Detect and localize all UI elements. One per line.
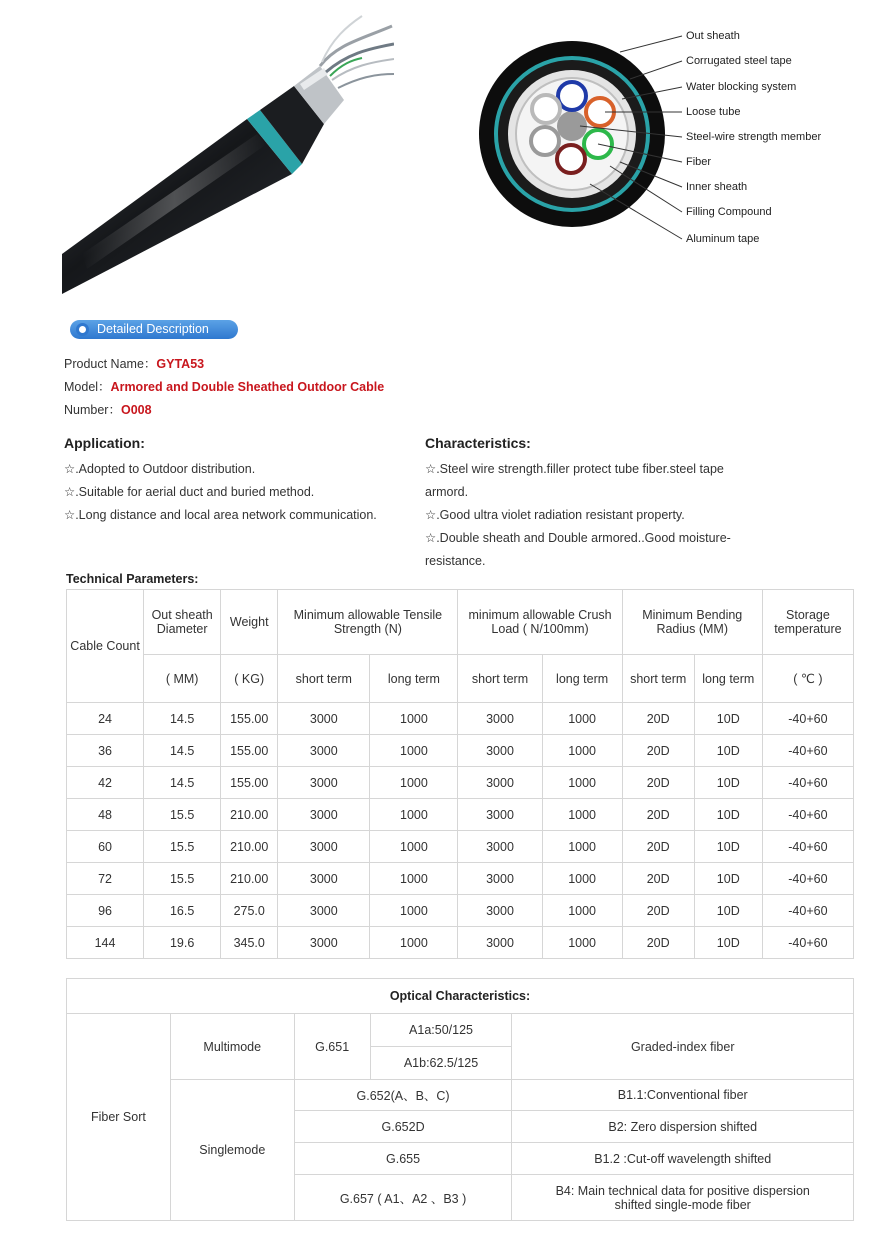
label-water-blocking-system: Water blocking system bbox=[686, 81, 797, 93]
singlemode-standard: G.652(A、B、C) bbox=[294, 1080, 512, 1111]
table-cell: 3000 bbox=[458, 799, 542, 831]
technical-parameters-title: Technical Parameters: bbox=[66, 572, 199, 586]
table-cell: 275.0 bbox=[221, 895, 278, 927]
table-cell: 19.6 bbox=[144, 927, 221, 959]
header-tensile-short: short term bbox=[278, 655, 370, 703]
table-cell: 3000 bbox=[458, 831, 542, 863]
graded-index-label: Graded-index fiber bbox=[512, 1014, 854, 1080]
table-cell: 20D bbox=[622, 927, 694, 959]
table-cell: 42 bbox=[67, 767, 144, 799]
table-cell: 3000 bbox=[458, 927, 542, 959]
table-cell: 1000 bbox=[542, 799, 622, 831]
table-cell: 1000 bbox=[370, 735, 458, 767]
table-cell: 155.00 bbox=[221, 767, 278, 799]
table-row bbox=[67, 927, 854, 959]
model-line bbox=[64, 377, 384, 395]
header-tensile-long: long term bbox=[370, 655, 458, 703]
characteristics-list bbox=[425, 458, 795, 573]
header-bending-radius: Minimum Bending Radius (MM) bbox=[622, 590, 762, 655]
header-crush-load: minimum allowable Crush Load ( N/100mm) bbox=[458, 590, 622, 655]
table-row bbox=[67, 831, 854, 863]
table-cell: 1000 bbox=[542, 703, 622, 735]
cable-cross-section-diagram bbox=[470, 14, 880, 264]
table-cell: 10D bbox=[694, 927, 762, 959]
table-cell: -40+60 bbox=[762, 735, 853, 767]
table-cell: 1000 bbox=[542, 927, 622, 959]
table-cell: 3000 bbox=[458, 895, 542, 927]
table-cell: 3000 bbox=[458, 863, 542, 895]
table-cell: 60 bbox=[67, 831, 144, 863]
table-cell: -40+60 bbox=[762, 895, 853, 927]
table-cell: -40+60 bbox=[762, 703, 853, 735]
table-cell: 10D bbox=[694, 799, 762, 831]
table-cell: 20D bbox=[622, 735, 694, 767]
table-cell: -40+60 bbox=[762, 863, 853, 895]
a1a-value: A1a:50/125 bbox=[370, 1014, 512, 1047]
number-value: O008 bbox=[120, 403, 152, 417]
label-loose-tube: Loose tube bbox=[686, 106, 741, 118]
table-cell: 10D bbox=[694, 735, 762, 767]
label-fiber: Fiber bbox=[686, 156, 712, 168]
label-steel-wire-strength-member: Steel-wire strength member bbox=[686, 131, 822, 143]
application-item: ☆.Adopted to Outdoor distribution. bbox=[64, 462, 256, 476]
table-cell: 24 bbox=[67, 703, 144, 735]
header-weight: Weight bbox=[221, 590, 278, 655]
table-row bbox=[67, 799, 854, 831]
table-cell: 16.5 bbox=[144, 895, 221, 927]
table-cell: -40+60 bbox=[762, 767, 853, 799]
table-cell: 10D bbox=[694, 703, 762, 735]
characteristics-line: ☆.Double sheath and Double armored..Good moisture- bbox=[425, 531, 731, 545]
label-out-sheath: Out sheath bbox=[686, 30, 740, 42]
model-value: Armored and Double Sheathed Outdoor Cable bbox=[110, 380, 385, 394]
header-tensile-strength: Minimum allowable Tensile Strength (N) bbox=[278, 590, 458, 655]
table-cell: 210.00 bbox=[221, 799, 278, 831]
table-cell: 20D bbox=[622, 831, 694, 863]
header-unit-kg: ( KG) bbox=[221, 655, 278, 703]
table-cell: 20D bbox=[622, 863, 694, 895]
header-bending-long: long term bbox=[694, 655, 762, 703]
number-line bbox=[64, 400, 152, 418]
singlemode-standard: G.652D bbox=[294, 1111, 512, 1143]
table-cell: 1000 bbox=[542, 767, 622, 799]
table-cell: 3000 bbox=[278, 767, 370, 799]
label-corrugated-steel-tape: Corrugated steel tape bbox=[686, 55, 792, 67]
table-cell: 210.00 bbox=[221, 831, 278, 863]
header-unit-celsius: ( ℃ ) bbox=[762, 655, 853, 703]
table-cell: 1000 bbox=[370, 927, 458, 959]
table-row bbox=[67, 895, 854, 927]
table-cell: 155.00 bbox=[221, 735, 278, 767]
singlemode-description: B2: Zero dispersion shifted bbox=[512, 1111, 854, 1143]
table-cell: 10D bbox=[694, 767, 762, 799]
optical-characteristics-title: Optical Characteristics: bbox=[67, 979, 854, 1014]
technical-parameters-body bbox=[67, 703, 854, 959]
table-cell: 14.5 bbox=[144, 703, 221, 735]
characteristics-line: ☆.Steel wire strength.filler protect tube fiber.steel tape bbox=[425, 462, 724, 476]
label-inner-sheath: Inner sheath bbox=[686, 181, 748, 193]
table-cell: 3000 bbox=[278, 927, 370, 959]
singlemode-description: B1.2 :Cut-off wavelength shifted bbox=[512, 1143, 854, 1175]
table-cell: 1000 bbox=[370, 895, 458, 927]
detailed-description-tab[interactable] bbox=[70, 320, 238, 339]
product-name-label: Product Name： bbox=[64, 357, 157, 371]
label-filling-compound: Filling Compound bbox=[686, 206, 772, 218]
header-cable-count: Cable Count bbox=[67, 590, 144, 703]
header-out-sheath: Out sheath Diameter bbox=[144, 590, 221, 655]
g651-label: G.651 bbox=[294, 1014, 370, 1080]
table-cell: 20D bbox=[622, 703, 694, 735]
detailed-description-label: Detailed Description bbox=[97, 322, 209, 336]
table-cell: 15.5 bbox=[144, 863, 221, 895]
table-cell: 10D bbox=[694, 831, 762, 863]
table-cell: 3000 bbox=[278, 895, 370, 927]
table-cell: 14.5 bbox=[144, 735, 221, 767]
table-cell: 72 bbox=[67, 863, 144, 895]
multimode-label: Multimode bbox=[170, 1014, 294, 1080]
fiber-sort-label: Fiber Sort bbox=[67, 1014, 171, 1221]
table-row bbox=[67, 863, 854, 895]
table-cell: -40+60 bbox=[762, 799, 853, 831]
technical-parameters-table bbox=[66, 589, 854, 959]
table-cell: 20D bbox=[622, 767, 694, 799]
table-cell: 1000 bbox=[370, 799, 458, 831]
table-cell: 15.5 bbox=[144, 831, 221, 863]
model-label: Model： bbox=[64, 380, 111, 394]
characteristics-line: resistance. bbox=[425, 554, 486, 568]
singlemode-description: B4: Main technical data for positive dispersion shifted single-mode fiber bbox=[512, 1175, 854, 1221]
table-cell: 1000 bbox=[542, 831, 622, 863]
table-cell: 3000 bbox=[278, 799, 370, 831]
a1b-value: A1b:62.5/125 bbox=[370, 1047, 512, 1080]
table-cell: 1000 bbox=[542, 735, 622, 767]
singlemode-standard: G.655 bbox=[294, 1143, 512, 1175]
table-cell: 3000 bbox=[278, 703, 370, 735]
table-cell: 3000 bbox=[458, 735, 542, 767]
table-cell: 1000 bbox=[370, 703, 458, 735]
table-row bbox=[67, 703, 854, 735]
table-cell: 345.0 bbox=[221, 927, 278, 959]
table-cell: 1000 bbox=[542, 863, 622, 895]
product-name-value: GYTA53 bbox=[156, 357, 205, 371]
characteristics-title: Characteristics: bbox=[425, 435, 531, 451]
number-label: Number： bbox=[64, 403, 121, 417]
table-cell: 20D bbox=[622, 799, 694, 831]
application-item: ☆.Suitable for aerial duct and buried method. bbox=[64, 485, 315, 499]
circle-icon bbox=[76, 323, 89, 336]
table-cell: 3000 bbox=[278, 863, 370, 895]
table-cell: 3000 bbox=[278, 831, 370, 863]
product-name-line bbox=[64, 354, 204, 372]
application-list bbox=[64, 458, 424, 527]
table-cell: 10D bbox=[694, 863, 762, 895]
table-cell: 155.00 bbox=[221, 703, 278, 735]
header-storage-temperature: Storage temperature bbox=[762, 590, 853, 655]
table-cell: 20D bbox=[622, 895, 694, 927]
table-cell: -40+60 bbox=[762, 831, 853, 863]
header-bending-short: short term bbox=[622, 655, 694, 703]
table-cell: 14.5 bbox=[144, 767, 221, 799]
application-title: Application: bbox=[64, 435, 145, 451]
table-cell: 3000 bbox=[458, 703, 542, 735]
table-cell: 3000 bbox=[278, 735, 370, 767]
table-row bbox=[67, 767, 854, 799]
header-crush-short: short term bbox=[458, 655, 542, 703]
characteristics-line: armord. bbox=[425, 485, 469, 499]
table-cell: 144 bbox=[67, 927, 144, 959]
table-cell: 1000 bbox=[542, 895, 622, 927]
cable-photo bbox=[62, 14, 394, 294]
table-cell: 15.5 bbox=[144, 799, 221, 831]
table-cell: 48 bbox=[67, 799, 144, 831]
characteristics-line: ☆.Good ultra violet radiation resistant property. bbox=[425, 508, 685, 522]
table-cell: 1000 bbox=[370, 831, 458, 863]
singlemode-standard: G.657 ( A1、A2 、B3 ) bbox=[294, 1175, 512, 1221]
table-cell: 36 bbox=[67, 735, 144, 767]
table-cell: 1000 bbox=[370, 863, 458, 895]
table-cell: 3000 bbox=[458, 767, 542, 799]
table-cell: 96 bbox=[67, 895, 144, 927]
label-aluminum-tape: Aluminum tape bbox=[686, 233, 760, 245]
table-cell: 210.00 bbox=[221, 863, 278, 895]
singlemode-label: Singlemode bbox=[170, 1080, 294, 1221]
application-item: ☆.Long distance and local area network communication. bbox=[64, 508, 377, 522]
optical-characteristics-table bbox=[66, 978, 854, 1221]
header-unit-mm: ( MM) bbox=[144, 655, 221, 703]
singlemode-description: B1.1:Conventional fiber bbox=[512, 1080, 854, 1111]
table-row bbox=[67, 735, 854, 767]
table-cell: 1000 bbox=[370, 767, 458, 799]
table-cell: 10D bbox=[694, 895, 762, 927]
table-cell: -40+60 bbox=[762, 927, 853, 959]
header-crush-long: long term bbox=[542, 655, 622, 703]
